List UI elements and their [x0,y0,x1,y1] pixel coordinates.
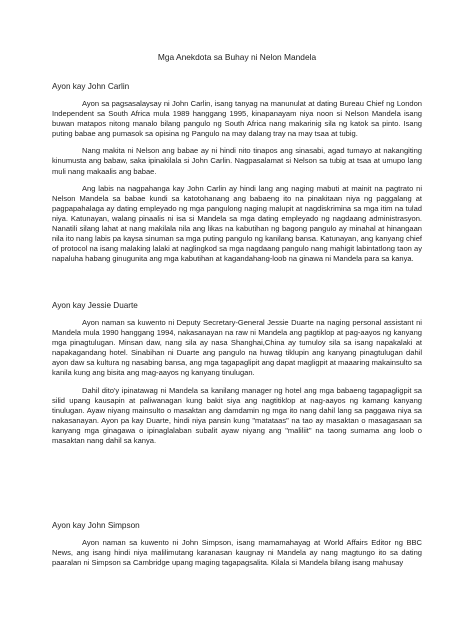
section-jessie-duarte [52,301,422,453]
section-heading: Ayon kay Jessie Duarte [52,301,138,310]
paragraph: Ayon naman sa kuwento ni John Simpson, isang mamamahayag at World Affairs Editor ng BBC News, ang isang hindi niya malilimutang karanasan kaugnay ni Mandela ay nang magtungo ito sa dating paaralan ni Simpson sa Cambridge upang maging tagapagsalita. Kilala si Mandela bilang isang mahusay [52,538,422,568]
paragraph: Ang labis na nagpahanga kay John Carlin ay hindi lang ang naging mabuti at mainit na pagtrato ni Nelson Mandela sa babae kundi sa katotohanang ang babaeng ito na pinakitaan niya ng paggalang at pagpapahalaga ay dating empleyado ng mga pangulong naging malupit at nagdiskrimina sa mga itim na tulad niya. Katunayan, walang pinaalis ni isa si Mandela sa mga dating empleyado ng nagdaang administrasyon. Nanatili silang lahat at nang makilala nila ang likas na kabutihan ng bagong pangulo ay minahal at hinangaan nila ito nang labis pa kaysa sinuman sa mga puting pangulo ng kanilang bansa. Katunayan, ang kanyang chief of protocol na isang malaking lalaki at naglingkod sa mga nagdaang pangulo nang mahigit labintatlong taon ay napaluha habang ginugunita ang mga kabutihan at kagandahang-loob na ginawa ni Mandela para sa kanya. [52,183,422,264]
section-john-carlin [52,82,422,271]
paragraph: Ayon naman sa kuwento ni Deputy Secretary-General Jessie Duarte na naging personal assistant ni Mandela mula 1990 hanggang 1994, nakasanayan na raw ni Mandela ang pagtiklop at pag-aayos ng kanyang mga pinagtulugan. Minsan daw, nang sila ay nasa Shanghai,China ay tumuloy sila sa isang napakalaki at napakagandang hotel. Sinabihan ni Duarte ang pangulo na huwag tiklupin ang kanyang pinagtulugan dahil ayon daw sa kultura ng nasabing bansa, ang mga tagapaglipit ang dapat magligpit at maaaring makainsulto sa kanila kung ang bisita ang mag-aayos ng kanyang tinulugan. [52,318,422,378]
paragraph: Ayon sa pagsasalaysay ni John Carlin, isang tanyag na manunulat at dating Bureau Chief ng London Independent sa South Africa mula 1989 hanggang 1995, kinapanayam niya noon si Nelson Mandela isang buwan matapos nitong manalo bilang pangulo ng South Africa nang makarinig sila ng katok sa pinto. Isang puting babae ang pumasok sa opisina ng Pangulo na may dalang tray na may tsaa at tubig. [52,99,422,139]
section-heading: Ayon kay John Simpson [52,521,140,530]
section-john-simpson [52,521,422,575]
paragraph: Dahil dito'y ipinatawag ni Mandela sa kanilang manager ng hotel ang mga babaeng tagapagligpit sa silid upang kausapin at paliwanagan kung bakit siya ang nagtitiklop at nag-aayos ng kamang kanyang tinulugan. Ayaw niyang mainsulto o masaktan ang damdamin ng mga ito nang dahil lang sa paggawa niya sa nakasanayan. Ayon pa kay Duarte, hindi niya pansin kung "matataas" na tao ay masaktan o masagasaan sa kanyang mga ginagawa o ipinaglalaban subalit ayaw niyang ang "maliliit" na taong sumama ang loob o masaktan nang dahil sa kanya. [52,385,422,446]
paragraph: Nang makita ni Nelson ang babae ay ni hindi nito tinapos ang sinasabi, agad tumayo at nakangiting kinumusta ang babaw, saka ipinakilala si John Carlin. Nagpasalamat si Nelson sa tubig at tsaa at umupo lang muli nang makaalis ang babae. [52,146,422,176]
document-title: Mga Anekdota sa Buhay ni Nelon Mandela [157,52,317,62]
section-heading: Ayon kay John Carlin [52,82,130,91]
